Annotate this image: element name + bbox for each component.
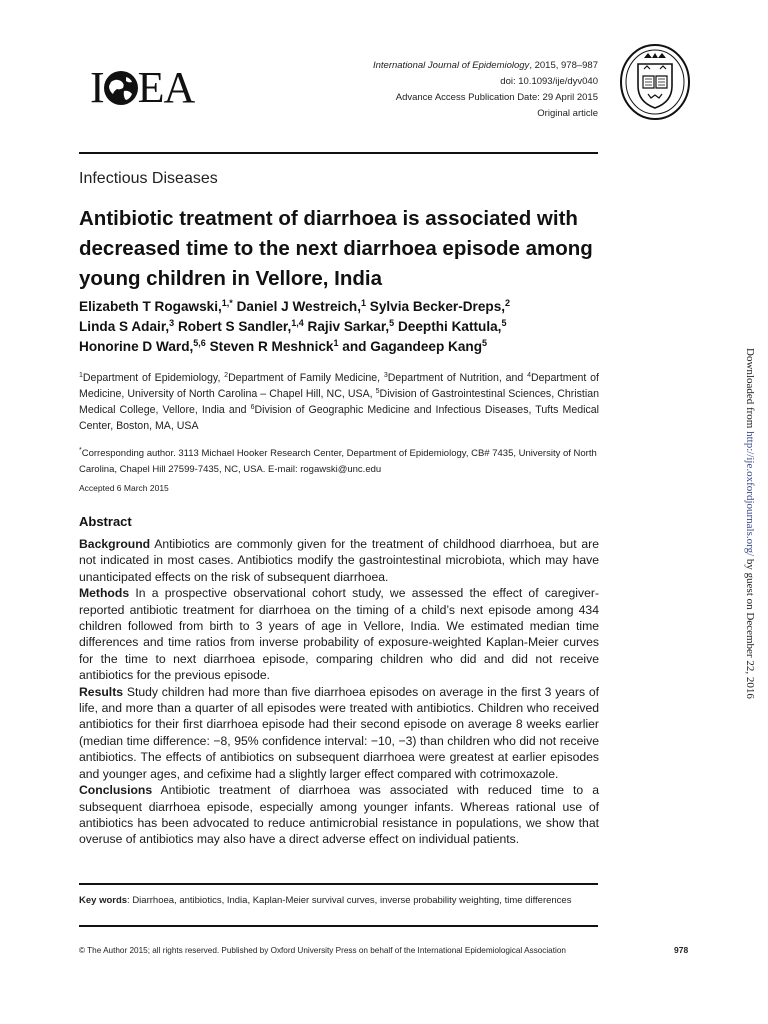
journal-info — [278, 58, 598, 122]
abstract-conclusions — [79, 782, 599, 848]
keywords-rule-bottom — [79, 925, 598, 927]
abstract-label: Background — [79, 537, 151, 551]
author-affil-ref: 5,6 — [193, 338, 206, 348]
corr-marker: * — [79, 447, 82, 454]
keywords-text: : Diarrhoea, antibiotics, India, Kaplan-Meier survival curves, inverse probability weighting, time differences — [127, 895, 572, 906]
abstract-methods — [79, 585, 599, 683]
author: Steven R Meshnick — [209, 339, 334, 354]
affiliation: Division of Geographic Medicine and Infectious Diseases, Tufts Medical Center, Boston, MA, USA — [79, 404, 599, 432]
header-rule — [79, 152, 598, 154]
keywords-rule-top — [79, 883, 598, 885]
author: and Gagandeep Kang — [342, 339, 483, 354]
corresponding-text: Corresponding author. 3113 Michael Hooker Research Center, Department of Epidemiology, CB# 7435, University of North Carolina, Chapel Hill 27599-7435, NC, USA. E-mail: rogawski@unc.edu — [79, 448, 597, 475]
article-type: Original article — [537, 108, 598, 119]
affiliation: Department of Epidemiology, — [82, 372, 225, 384]
oxford-seal-icon — [618, 42, 692, 122]
accepted-date: Accepted 6 March 2015 — [79, 483, 169, 493]
affiliations — [79, 370, 599, 434]
journal-link[interactable]: http://ije.oxfordjournals.org/ — [744, 431, 756, 557]
globe-icon — [102, 69, 140, 107]
author: Sylvia Becker-Dreps, — [369, 299, 506, 314]
download-watermark — [740, 348, 760, 699]
corresponding-author — [79, 446, 599, 477]
iea-logo — [90, 63, 195, 112]
affiliation: Department of Medicine, University of North Carolina – Chapel Hill, NC, USA, — [79, 372, 599, 400]
abstract-background — [79, 536, 599, 585]
affil-number: 6 — [250, 404, 255, 411]
abstract-results — [79, 684, 599, 782]
affil-number: 1 — [79, 372, 83, 379]
author: Rajiv Sarkar, — [307, 319, 390, 334]
affiliation: Department of Nutrition, and — [387, 372, 528, 384]
author-affil-ref: 1 — [360, 298, 366, 308]
download-notice — [744, 348, 756, 699]
abstract-text: In a prospective observational cohort study, we assessed the effect of caregiver-reported antibiotic treatment for diarrhoea on the timing of a child’s next episode among 434 children followed from birth to 3 years of age in Vellore, India. We estimated median time differences and time ratios from inverse probability of exposure-weighted Kaplan-Meier curves for the time to next diarrhoea episode, comparing children who did and did not receive antibiotics for the previous episode. — [79, 586, 600, 683]
author: Robert S Sandler, — [177, 319, 292, 334]
abstract-text: Antibiotics are commonly given for the treatment of childhood diarrhoea, but are not indicated in most cases. Antibiotics modify the gastrointestinal microbiota, which may have unanticipated effects on the risk of subsequent diarrhoea. — [79, 537, 599, 584]
abstract-text: Study children had more than five diarrhoea episodes on average in the first 3 years of life, and more than a quarter of all episodes were treated with antibiotics. Children who received antibiotics for their first diarrhoea episode had their second episode on average 8 weeks earlier (median time difference: −8, 95% confidence interval: −10, −3) than children who did not receive antibiotics. The effects of antibiotics on subsequent diarrhoea were greatest at earlier episodes and younger ages, and cefixime had a slightly larger effect compared with cotrimoxazole. — [79, 684, 599, 781]
section-label: Infectious Diseases — [79, 170, 218, 187]
advance-access-date: Advance Access Publication Date: 29 April 2015 — [395, 92, 598, 103]
abstract-heading: Abstract — [79, 514, 132, 529]
affil-number: 2 — [224, 372, 229, 379]
logo-letter-i: I — [90, 63, 104, 112]
abstract-label: Results — [79, 684, 124, 699]
affil-number: 3 — [383, 372, 388, 379]
author-affil-ref: 5 — [482, 338, 488, 348]
article-title: Antibiotic treatment of diarrhoea is associated with decreased time to the next diarrhoea episode among young children in Vellore, India — [79, 207, 593, 290]
affiliation: Department of Family Medicine, — [228, 372, 384, 384]
abstract-label: Conclusions — [79, 783, 153, 798]
keywords — [79, 895, 599, 906]
keywords-label: Key words — [79, 895, 128, 906]
abstract-text: Antibiotic treatment of diarrhoea was associated with reduced time to a subsequent diarrhoea episode, especially among younger infants. Whereas rational use of antibiotics has been advocated to reduce antimicrobial resistance in populations, we show that overuse of antibiotics may also have a direct adverse effect on individual patients. — [79, 783, 599, 847]
author: Linda S Adair, — [79, 319, 170, 334]
author-affil-ref: 1 — [333, 338, 339, 348]
author-list — [79, 297, 599, 357]
page-number: 978 — [674, 945, 689, 955]
journal-volume: , 2015, 978–987 — [529, 60, 598, 71]
abstract-body — [79, 536, 599, 848]
author-affil-ref: 3 — [169, 318, 175, 328]
affil-number: 5 — [375, 388, 380, 395]
abstract-label: Methods — [79, 586, 130, 601]
author-affil-ref: 5 — [501, 318, 507, 328]
author: Elizabeth T Rogawski, — [79, 299, 222, 314]
affil-number: 4 — [527, 372, 532, 379]
author: Deepthi Kattula, — [397, 319, 502, 334]
author-affil-ref: 2 — [505, 298, 511, 308]
author-affil-ref: 1,4 — [291, 318, 304, 328]
journal-title: International Journal of Epidemiology — [372, 60, 530, 71]
download-prefix: Downloaded from — [744, 348, 756, 432]
logo-letters-ea: EA — [137, 63, 195, 112]
copyright-footer: © The Author 2015; all rights reserved. Published by Oxford University Press on behalf of the International Epidemiological Association — [79, 946, 566, 955]
author: Daniel J Westreich, — [236, 299, 361, 314]
download-suffix: by guest on December 22, 2016 — [744, 556, 756, 699]
journal-citation — [278, 58, 598, 74]
affiliation: Division of Gastrointestinal Sciences, Christian Medical College, Vellore, India and — [79, 388, 600, 416]
author-affil-ref: 1,* — [221, 298, 233, 308]
doi: doi: 10.1093/ije/dyv040 — [500, 76, 598, 87]
author-affil-ref: 5 — [389, 318, 395, 328]
author: Honorine D Ward, — [79, 339, 194, 354]
